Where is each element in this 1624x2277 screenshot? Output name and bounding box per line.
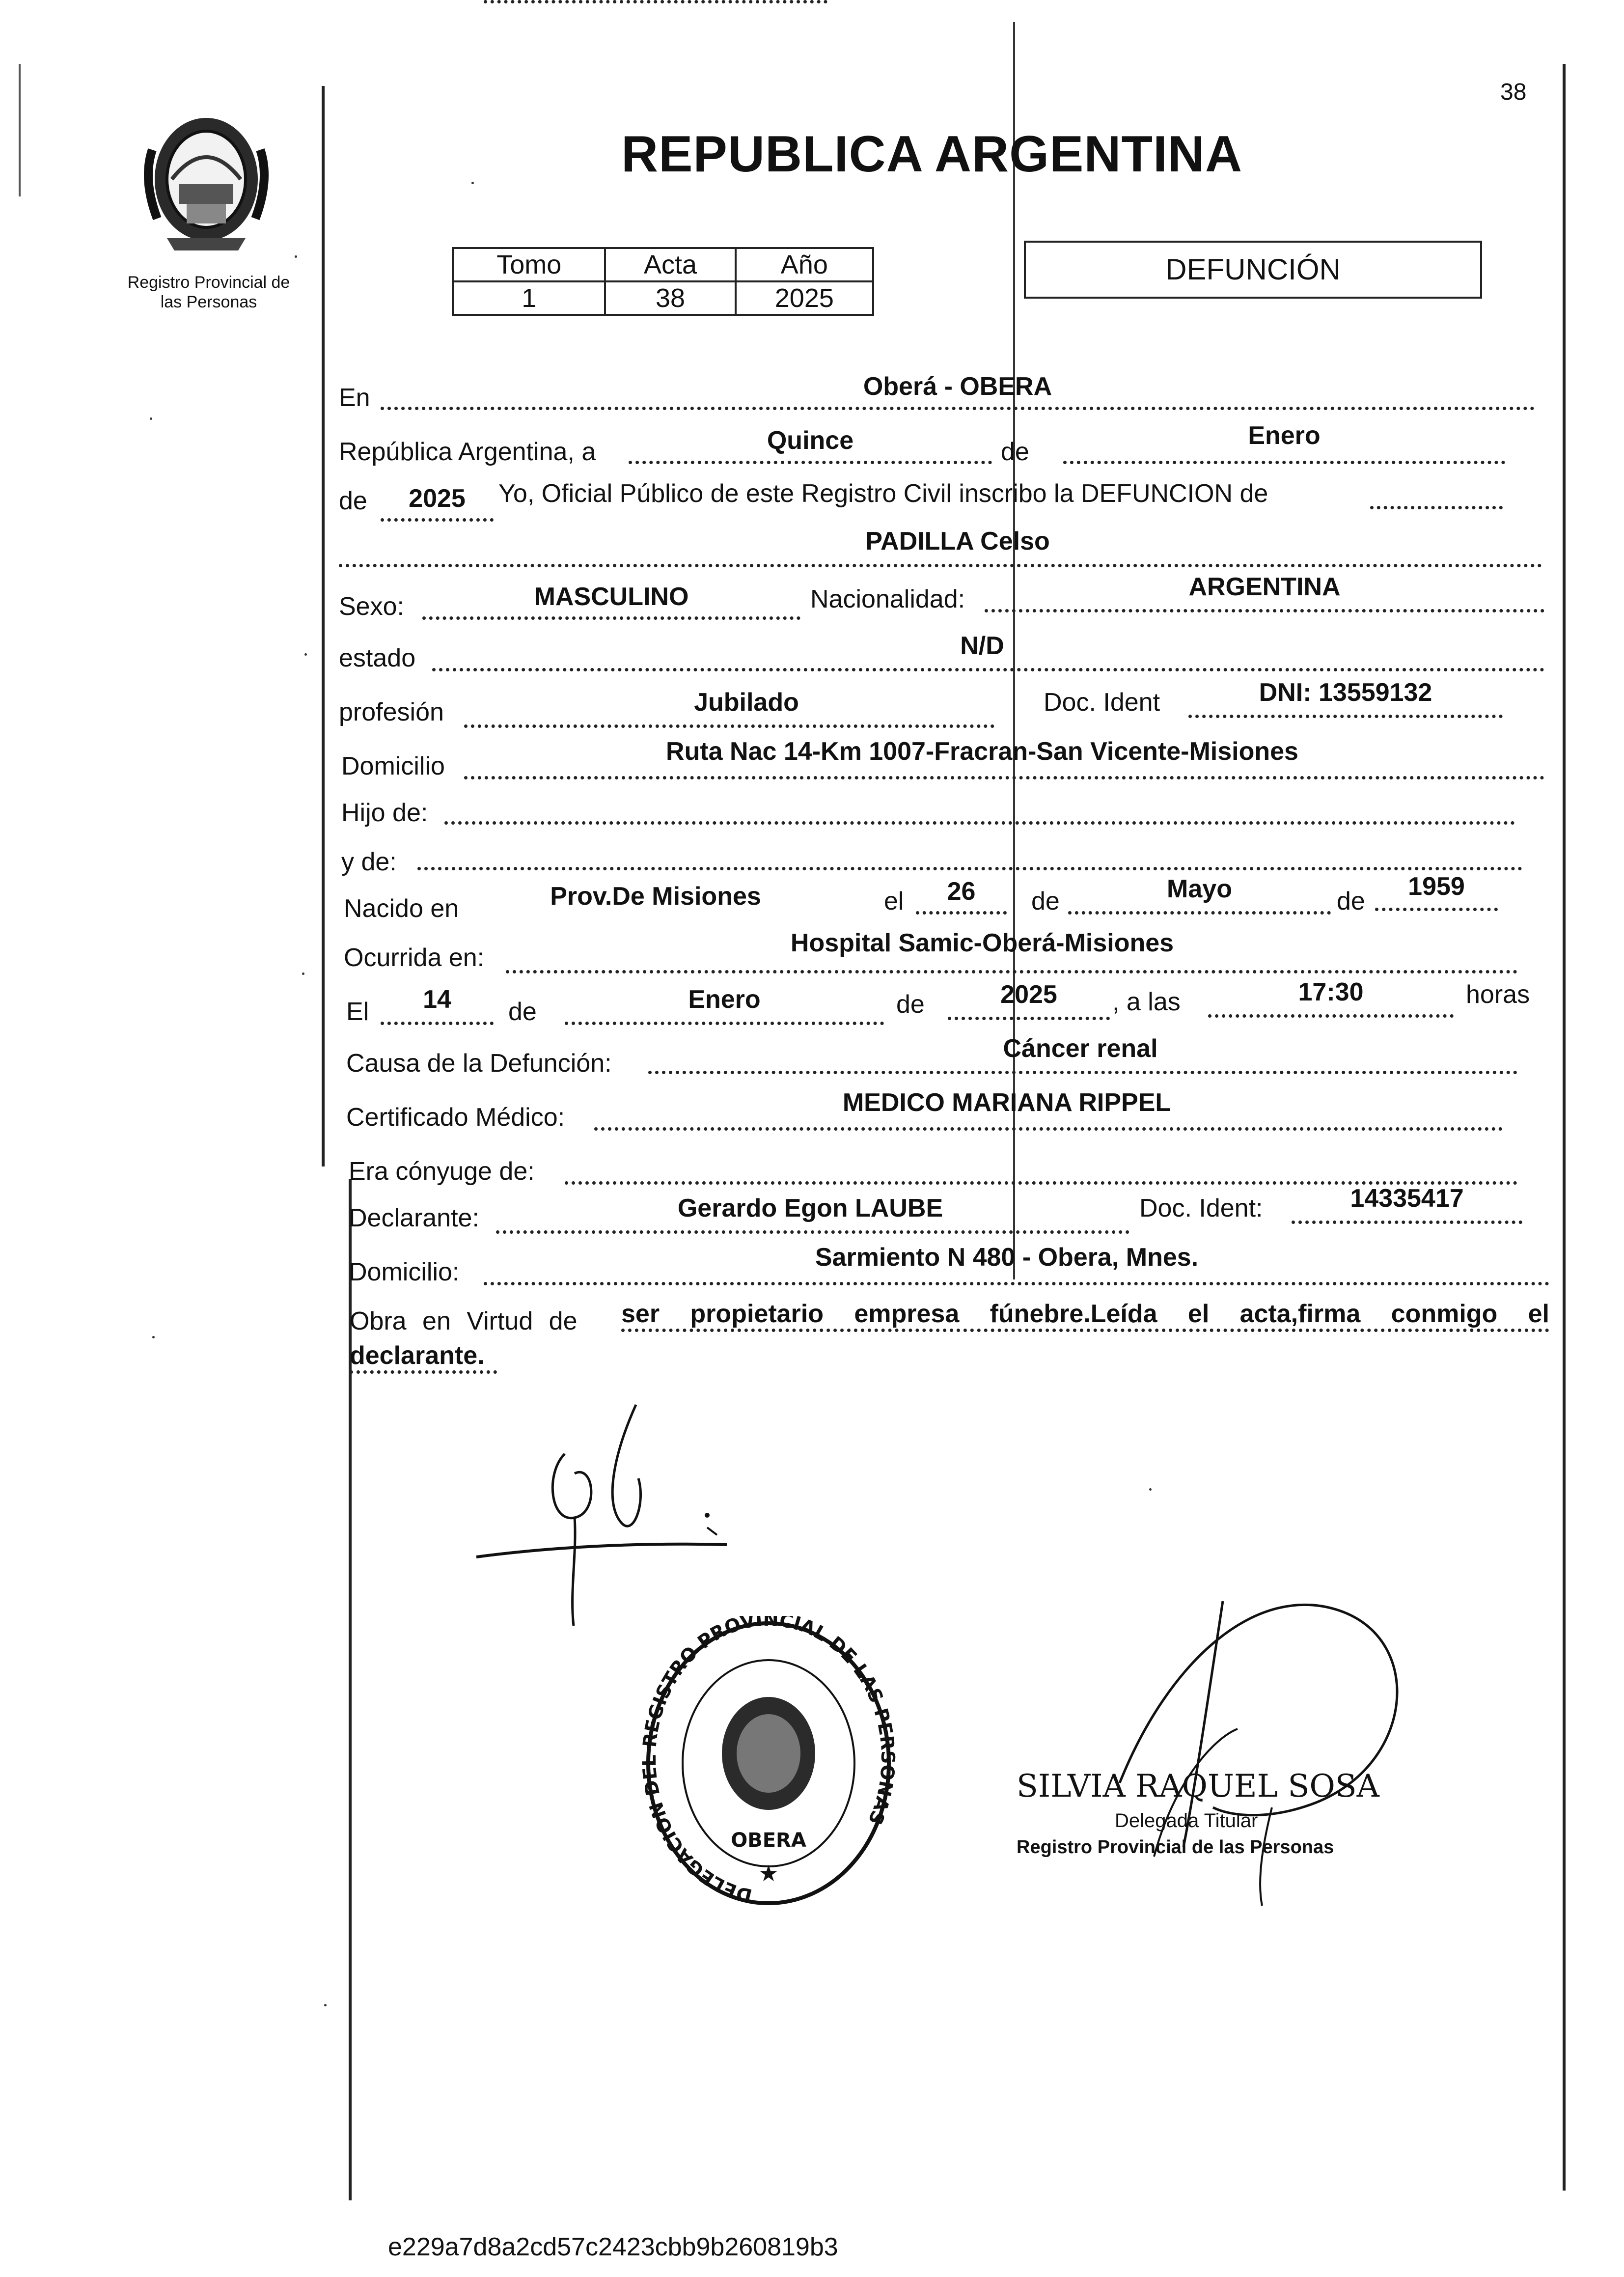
value-profession: Jubilado bbox=[694, 688, 799, 717]
official-stamp bbox=[641, 1616, 896, 1911]
document-hash: e229a7d8a2cd57c2423cbb9b260819b3 bbox=[388, 2233, 838, 2261]
label-nacido-en: Nacido en bbox=[344, 894, 459, 923]
scan-speck bbox=[471, 182, 474, 184]
label-de-birth-month: de bbox=[1031, 887, 1060, 916]
label-domicilio: Domicilio bbox=[341, 752, 445, 780]
value-death-time: 17:30 bbox=[1298, 978, 1364, 1006]
official-name: SILVIA RAQUEL SOSA bbox=[1017, 1768, 1379, 1805]
dotline-virtue-line1 bbox=[621, 1329, 1549, 1332]
label-conyuge: Era cónyuge de: bbox=[349, 1157, 535, 1186]
dotline-declarant-address bbox=[484, 1282, 1549, 1285]
scan-speck bbox=[295, 255, 297, 258]
dotline-month bbox=[1063, 461, 1505, 464]
value-declarant-document: 14335417 bbox=[1350, 1184, 1464, 1213]
scan-speck bbox=[1149, 1488, 1152, 1491]
dotline-medical-certificate bbox=[594, 1127, 1503, 1131]
label-doc-ident: Doc. Ident bbox=[1044, 688, 1160, 717]
label-doc-ident-declarant: Doc. Ident: bbox=[1139, 1194, 1263, 1222]
value-birth-month: Mayo bbox=[1167, 875, 1232, 903]
misiones-coat-of-arms-logo bbox=[133, 106, 280, 253]
dotline-document bbox=[1188, 715, 1503, 718]
left-margin-rule bbox=[322, 86, 325, 1166]
label-a-las: , a las bbox=[1112, 988, 1181, 1016]
value-sex: MASCULINO bbox=[534, 583, 689, 611]
value-anio: 2025 bbox=[736, 281, 873, 315]
dotline-virtue-line2 bbox=[350, 1370, 497, 1374]
label-horas: horas bbox=[1466, 980, 1530, 1009]
record-number-table bbox=[452, 247, 874, 316]
dotline-birth-year bbox=[1375, 908, 1498, 911]
scan-speck bbox=[302, 972, 304, 975]
stamp-center-text: OBERA bbox=[731, 1829, 806, 1852]
scan-speck bbox=[324, 2004, 327, 2006]
scan-speck bbox=[152, 1336, 155, 1338]
label-de-birth-year: de bbox=[1337, 887, 1365, 916]
label-hijo-de: Hijo de: bbox=[341, 799, 428, 827]
label-declarante: Declarante: bbox=[349, 1204, 479, 1232]
dotline-death-time bbox=[1208, 1014, 1454, 1018]
label-ocurrida-en: Ocurrida en: bbox=[344, 944, 485, 972]
label-yo-oficial: Yo, Oficial Público de este Registro Civil inscribo la DEFUNCION de bbox=[498, 479, 1268, 508]
label-nacionalidad: Nacionalidad: bbox=[810, 585, 965, 613]
value-birth-place: Prov.De Misiones bbox=[550, 882, 761, 911]
value-birth-year: 1959 bbox=[1408, 872, 1465, 901]
label-republica-a: República Argentina, a bbox=[339, 438, 596, 466]
label-de-year: de bbox=[339, 487, 367, 515]
dotline-nationality bbox=[985, 609, 1544, 612]
value-deceased-name: PADILLA Celso bbox=[865, 527, 1050, 555]
value-death-month: Enero bbox=[688, 985, 761, 1014]
dotline-mother bbox=[417, 867, 1522, 870]
label-causa: Causa de la Defunción: bbox=[346, 1049, 612, 1078]
dotline-place bbox=[381, 407, 1535, 410]
registry-caption bbox=[106, 273, 312, 312]
label-y-de: y de: bbox=[341, 848, 397, 876]
declarant-signature bbox=[452, 1395, 756, 1631]
stamp-ring-text: DELEGACION D REGISTRO PROVINCIAL DE LAS PE NAS bbox=[641, 1616, 896, 1907]
value-declarant: Gerardo Egon LAUBE bbox=[677, 1194, 943, 1222]
scan-speck bbox=[304, 653, 307, 656]
record-table-header-row bbox=[453, 248, 873, 281]
value-cause: Cáncer renal bbox=[1003, 1034, 1158, 1063]
dotline-birth-month bbox=[1068, 911, 1331, 915]
page-number: 38 bbox=[1500, 79, 1527, 105]
value-place: Oberá - OBERA bbox=[863, 372, 1052, 401]
dotline-cause bbox=[648, 1071, 1517, 1074]
record-table-value-row bbox=[453, 281, 873, 315]
stamp-star-icon: ★ bbox=[758, 1860, 779, 1886]
label-obra-en-virtud: Obra en Virtud de bbox=[350, 1307, 578, 1335]
dotline-year bbox=[381, 518, 494, 522]
value-month: Enero bbox=[1248, 421, 1321, 450]
header-anio: Año bbox=[736, 248, 873, 281]
label-en: En bbox=[339, 384, 370, 412]
dotline-declarant-document bbox=[1292, 1221, 1522, 1224]
label-el-birth: el bbox=[884, 887, 904, 916]
page-title: REPUBLICA ARGENTINA bbox=[621, 126, 1243, 183]
official-title: Delegada Titular bbox=[1115, 1810, 1258, 1832]
value-marital-status: N/D bbox=[960, 632, 1004, 660]
value-nationality: ARGENTINA bbox=[1188, 573, 1341, 601]
label-el-death: El bbox=[346, 998, 369, 1026]
right-margin-rule bbox=[1563, 64, 1566, 2191]
label-de-month: de bbox=[1001, 438, 1029, 466]
value-document: DNI: 13559132 bbox=[1259, 678, 1432, 707]
label-de-death-month: de bbox=[508, 998, 537, 1026]
scan-edge-mark bbox=[19, 64, 21, 196]
official-office: Registro Provincial de las Personas bbox=[1017, 1837, 1334, 1858]
record-type-box: DEFUNCIÓN bbox=[1024, 241, 1482, 299]
dotline-address bbox=[464, 776, 1544, 779]
dotline-deceased-name bbox=[339, 564, 1542, 567]
header-acta: Acta bbox=[605, 248, 735, 281]
dotline-father bbox=[444, 821, 1515, 825]
label-domicilio-declarant: Domicilio: bbox=[349, 1258, 460, 1286]
value-death-year: 2025 bbox=[1000, 980, 1057, 1009]
dotline-sex bbox=[422, 616, 800, 620]
value-acta: 38 bbox=[605, 281, 735, 315]
dotline-declarant bbox=[496, 1230, 1129, 1234]
registry-caption-line2: las Personas bbox=[160, 293, 257, 311]
label-profesion: profesión bbox=[339, 698, 444, 726]
dotline-birth-day bbox=[916, 911, 1007, 915]
dotline-death-day bbox=[381, 1022, 494, 1025]
dotline-death-month bbox=[565, 1022, 884, 1025]
value-declarant-address: Sarmiento N 480 - Obera, Mnes. bbox=[815, 1243, 1199, 1272]
label-estado: estado bbox=[339, 644, 416, 672]
value-medical-certificate: MEDICO MARIANA RIPPEL bbox=[842, 1088, 1171, 1117]
dotline-trailing bbox=[1370, 506, 1503, 509]
dotline-day-words bbox=[629, 461, 992, 464]
label-certificado: Certificado Médico: bbox=[346, 1103, 565, 1132]
dotline-marital-status bbox=[432, 668, 1544, 671]
value-tomo: 1 bbox=[453, 281, 605, 315]
scan-speck bbox=[150, 417, 152, 420]
dotline-death-year bbox=[948, 1017, 1110, 1020]
value-virtue-line2: declarante. bbox=[350, 1341, 485, 1370]
value-address: Ruta Nac 14-Km 1007-Fracran-San Vicente-Misiones bbox=[666, 737, 1298, 766]
value-year: 2025 bbox=[409, 484, 466, 513]
label-sexo: Sexo: bbox=[339, 592, 404, 621]
value-birth-day: 26 bbox=[947, 877, 976, 906]
header-tomo: Tomo bbox=[453, 248, 605, 281]
dotline-death-place bbox=[506, 970, 1517, 973]
dotline-profession bbox=[464, 724, 994, 728]
dotline-birth-place bbox=[484, 0, 827, 3]
label-de-death-year: de bbox=[896, 990, 925, 1019]
value-virtue-line1: ser propietario empresa fúnebre.Leída el acta,firma conmigo el bbox=[621, 1300, 1549, 1328]
value-day-words: Quince bbox=[767, 426, 854, 455]
value-death-day: 14 bbox=[423, 985, 451, 1014]
official-signature-scribble bbox=[1110, 1552, 1454, 1920]
value-death-place: Hospital Samic-Oberá-Misiones bbox=[790, 929, 1174, 957]
registry-caption-line1: Registro Provincial de bbox=[127, 273, 290, 292]
